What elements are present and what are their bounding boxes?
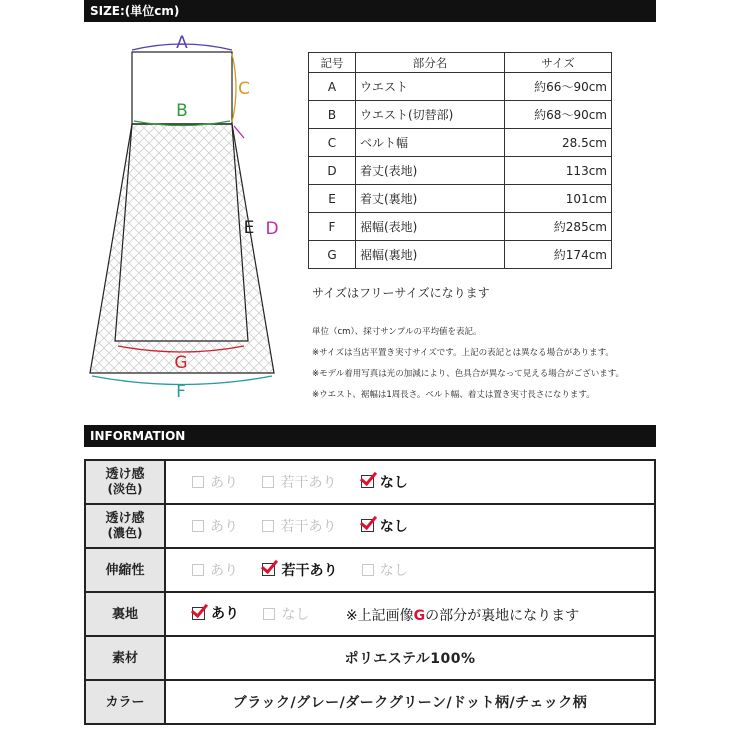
row-size: 約66〜90cm bbox=[505, 73, 612, 101]
table-row bbox=[309, 73, 612, 101]
row-part: ベルト幅 bbox=[356, 129, 505, 157]
note-line: ※ウエスト、裾幅は1周長さ。ベルト幅、着丈は置き実寸長さになります。 bbox=[312, 390, 595, 400]
row-label bbox=[85, 504, 165, 548]
label-f: F bbox=[176, 382, 186, 402]
header-code: 記号 bbox=[309, 53, 356, 73]
row-label: 伸縮性 bbox=[85, 548, 165, 592]
table-row bbox=[309, 185, 612, 213]
option-jakkan-ari bbox=[262, 472, 336, 492]
checkbox-icon bbox=[362, 564, 374, 576]
row-code: F bbox=[309, 213, 356, 241]
checked-checkbox-icon bbox=[262, 563, 275, 576]
label-line: 透け感 bbox=[105, 467, 145, 482]
row-part: 着丈(表地) bbox=[356, 157, 505, 185]
header-size: サイズ bbox=[505, 53, 612, 73]
arc-d bbox=[234, 126, 244, 138]
skirt-body bbox=[90, 124, 274, 373]
checked-checkbox-icon bbox=[192, 607, 205, 620]
row-code: B bbox=[309, 101, 356, 129]
note-highlight: G bbox=[413, 607, 426, 624]
option-nashi bbox=[263, 604, 309, 624]
row-size: 約68〜90cm bbox=[505, 101, 612, 129]
arc-c bbox=[232, 54, 236, 122]
options-cell bbox=[165, 592, 655, 636]
row-part: ウエスト(切替部) bbox=[356, 101, 505, 129]
label-a: A bbox=[176, 33, 188, 53]
option-label: なし bbox=[379, 518, 408, 535]
row-size: 101cm bbox=[505, 185, 612, 213]
option-label: 若干あり bbox=[280, 475, 337, 492]
size-header-text: SIZE:(単位cm) bbox=[90, 4, 180, 18]
row-sheer-dark bbox=[85, 504, 655, 548]
checkbox-icon bbox=[262, 476, 274, 488]
size-table-header bbox=[309, 53, 612, 73]
row-label: 素材 bbox=[85, 636, 165, 680]
label-b: B bbox=[176, 101, 188, 121]
checkbox-icon bbox=[263, 608, 275, 620]
checkbox-icon bbox=[262, 520, 274, 532]
checkbox-icon bbox=[192, 476, 204, 488]
option-label: 若干あり bbox=[281, 562, 338, 579]
label-e: E bbox=[243, 218, 255, 238]
row-size: 約174cm bbox=[505, 241, 612, 269]
option-nashi bbox=[361, 472, 408, 492]
option-nashi bbox=[361, 516, 408, 536]
row-lining bbox=[85, 592, 655, 636]
option-label: あり bbox=[211, 606, 239, 623]
note-line: ※サイズは当店平置き実寸サイズです。上記の表記とは異なる場合があります。 bbox=[312, 348, 614, 358]
checkbox-icon bbox=[192, 520, 204, 532]
option-label: 若干あり bbox=[280, 519, 337, 536]
size-table bbox=[308, 52, 612, 269]
row-code: E bbox=[309, 185, 356, 213]
table-row bbox=[309, 213, 612, 241]
row-label: カラー bbox=[85, 680, 165, 724]
option-jakkan-ari bbox=[262, 560, 337, 580]
row-part: 裾幅(表地) bbox=[356, 213, 505, 241]
row-code: D bbox=[309, 157, 356, 185]
row-code: G bbox=[309, 241, 356, 269]
row-code: A bbox=[309, 73, 356, 101]
row-size: 113cm bbox=[505, 157, 612, 185]
option-label: あり bbox=[210, 519, 238, 536]
note-text: の部分が裏地になります bbox=[425, 607, 580, 624]
label-sub: (淡色) bbox=[107, 482, 143, 496]
size-header-bar bbox=[84, 0, 656, 22]
label-d: D bbox=[265, 219, 279, 239]
row-label: 裏地 bbox=[85, 592, 165, 636]
checked-checkbox-icon bbox=[361, 519, 374, 532]
notes-block bbox=[312, 322, 624, 406]
option-nashi bbox=[362, 560, 408, 580]
note-line: ※モデル着用写真は光の加減により、色具合が異なって見える場合がございます。 bbox=[312, 369, 625, 379]
option-ari bbox=[192, 603, 239, 623]
row-label bbox=[85, 460, 165, 504]
label-sub: (濃色) bbox=[107, 526, 143, 540]
information-header-text: INFORMATION bbox=[90, 429, 186, 443]
row-code: C bbox=[309, 129, 356, 157]
header-part: 部分名 bbox=[356, 53, 505, 73]
row-part: 裾幅(裏地) bbox=[356, 241, 505, 269]
row-size: 28.5cm bbox=[505, 129, 612, 157]
information-table bbox=[84, 459, 656, 725]
row-color bbox=[85, 680, 655, 724]
note-line: 単位（cm）、採寸サンプルの平均値を表記。 bbox=[312, 327, 482, 337]
label-g: G bbox=[174, 353, 188, 373]
label-c: C bbox=[238, 79, 250, 99]
label-line: 透け感 bbox=[105, 511, 145, 526]
option-label: なし bbox=[379, 563, 408, 580]
option-ari bbox=[192, 516, 238, 536]
table-row bbox=[309, 101, 612, 129]
color-value: ブラック/グレー/ダークグリーン/ドット柄/チェック柄 bbox=[165, 680, 655, 724]
options-cell bbox=[165, 504, 655, 548]
row-part: 着丈(裏地) bbox=[356, 185, 505, 213]
option-ari bbox=[192, 560, 238, 580]
information-header-bar bbox=[84, 425, 656, 447]
table-row bbox=[309, 129, 612, 157]
material-value: ポリエステル100% bbox=[165, 636, 655, 680]
option-label: あり bbox=[210, 563, 238, 580]
skirt-diagram bbox=[84, 28, 294, 408]
row-material bbox=[85, 636, 655, 680]
option-ari bbox=[192, 472, 238, 492]
row-sheer-light bbox=[85, 460, 655, 504]
option-label: なし bbox=[281, 606, 310, 623]
checked-checkbox-icon bbox=[361, 475, 374, 488]
table-row bbox=[309, 241, 612, 269]
options-cell bbox=[165, 548, 655, 592]
option-label: なし bbox=[379, 474, 408, 491]
row-part: ウエスト bbox=[356, 73, 505, 101]
options-cell bbox=[165, 460, 655, 504]
lining-note bbox=[346, 608, 579, 624]
free-size-note: サイズはフリーサイズになります bbox=[312, 286, 490, 300]
note-text: ※上記画像 bbox=[345, 607, 414, 624]
option-jakkan-ari bbox=[262, 516, 336, 536]
row-stretch bbox=[85, 548, 655, 592]
row-size: 約285cm bbox=[505, 213, 612, 241]
table-row bbox=[309, 157, 612, 185]
checkbox-icon bbox=[192, 564, 204, 576]
option-label: あり bbox=[210, 475, 238, 492]
